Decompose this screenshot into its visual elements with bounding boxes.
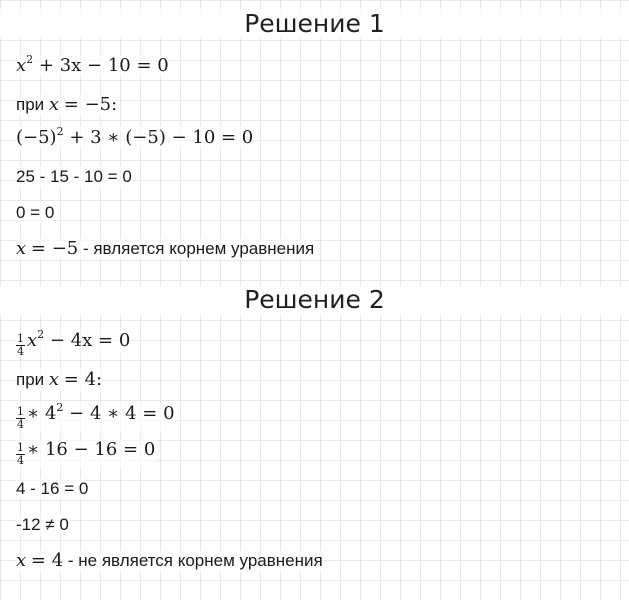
fraction-numerator: 1 (17, 332, 24, 345)
fraction-one-quarter (16, 406, 25, 431)
solution-2-substitution-2 (16, 439, 155, 467)
condition-value: = 4: (63, 369, 103, 390)
variable-x: x (16, 55, 27, 76)
conclusion-value: = 4 (30, 550, 64, 571)
exponent: 2 (56, 125, 64, 138)
fraction-denominator: 4 (17, 454, 24, 467)
conclusion-value: = −5 (30, 238, 79, 259)
solution-1-condition (16, 94, 117, 116)
solution-2-title: Решение 2 (0, 285, 629, 314)
solution-2-equation (16, 330, 130, 358)
conclusion-text: - не является корнем уравнения (67, 551, 323, 570)
substitution-rest: ∗ 16 − 16 = 0 (27, 439, 156, 460)
fraction-denominator: 4 (17, 418, 24, 431)
substitution-mid: ∗ 4 (27, 403, 57, 424)
fraction-one-quarter (16, 333, 25, 358)
exponent: 2 (37, 328, 45, 341)
condition-label: при (16, 370, 45, 389)
solution-1-title: Решение 1 (0, 9, 629, 38)
solution-1-conclusion (16, 238, 314, 260)
fraction-one-quarter (16, 442, 25, 467)
condition-value: = −5: (63, 94, 118, 115)
equation-rest: + 3x − 10 = 0 (38, 55, 169, 76)
solution-2-substitution-1 (16, 403, 175, 431)
solution-2-conclusion (16, 550, 323, 572)
solution-2-condition (16, 369, 102, 391)
solution-2-calc-step-2: -12 ≠ 0 (16, 515, 69, 534)
fraction-numerator: 1 (17, 405, 24, 418)
conclusion-variable: x (16, 238, 27, 259)
conclusion-variable: x (16, 550, 27, 571)
solution-1-substitution (16, 127, 253, 149)
equation-rest: − 4x = 0 (49, 330, 131, 351)
solution-2-calc-step-1: 4 - 16 = 0 (16, 479, 89, 498)
condition-variable: x (48, 94, 60, 115)
condition-label: при (16, 95, 45, 114)
substitution-rest: + 3 ∗ (−5) − 10 = 0 (69, 127, 254, 148)
exponent: 2 (26, 53, 34, 66)
solution-1-calc-step-2: 0 = 0 (16, 203, 55, 222)
condition-variable: x (48, 369, 60, 390)
fraction-denominator: 4 (17, 345, 24, 358)
solution-1-equation (16, 55, 169, 77)
exponent: 2 (56, 401, 64, 414)
variable-x: x (27, 330, 38, 351)
substitution-base: (−5) (16, 127, 57, 148)
conclusion-text: - является корнем уравнения (82, 239, 315, 258)
solution-1-calc-step-1: 25 - 15 - 10 = 0 (16, 167, 132, 186)
fraction-numerator: 1 (17, 441, 24, 454)
substitution-rest: − 4 ∗ 4 = 0 (69, 403, 175, 424)
